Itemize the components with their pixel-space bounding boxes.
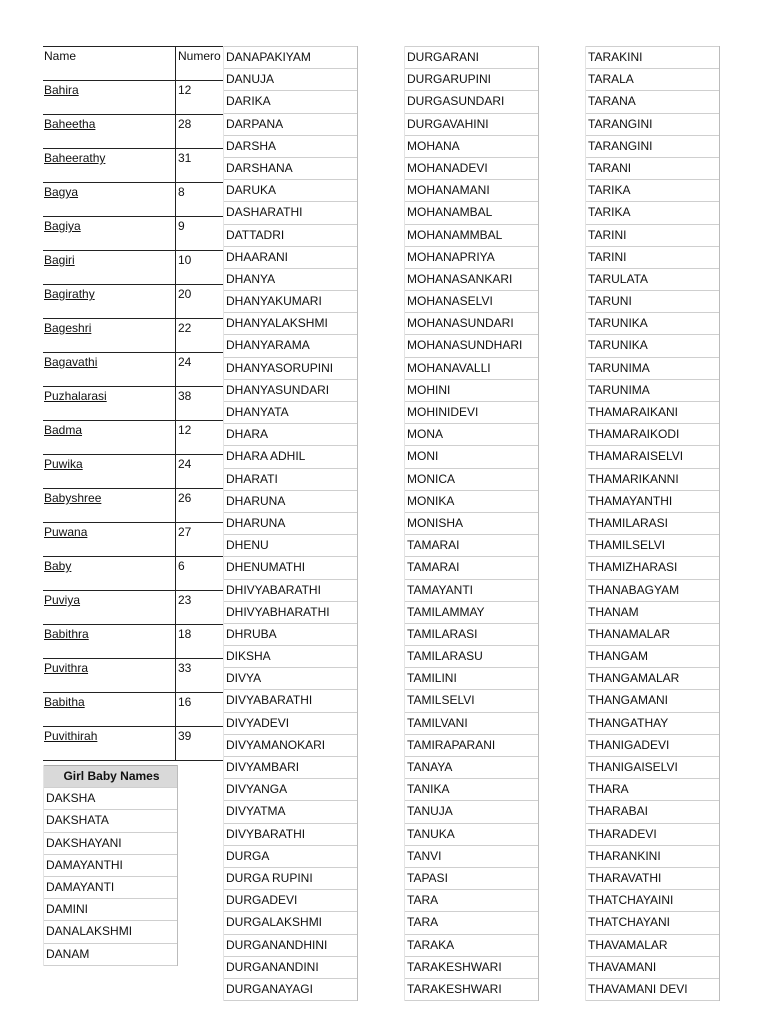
list-item: DAMINI — [44, 899, 177, 921]
list-item: DIKSHA — [224, 646, 357, 668]
list-item: TARAKESHWARI — [405, 979, 538, 1001]
table-row — [43, 149, 224, 183]
list-item: TAMARAI — [405, 535, 538, 557]
list-item: DARIKA — [224, 91, 357, 113]
numerology-number: 20 — [176, 285, 225, 319]
person-name: Bageshri — [43, 319, 176, 353]
list-item: MOHANAVALLI — [405, 358, 538, 380]
table-row — [43, 557, 224, 591]
list-item: DIVYA — [224, 668, 357, 690]
list-item: DHARA ADHIL — [224, 446, 357, 468]
girl-names-header: Girl Baby Names — [44, 765, 177, 788]
list-item: THANIGAISELVI — [586, 757, 719, 779]
list-item: TARUNI — [586, 291, 719, 313]
numerology-header-row — [43, 47, 224, 81]
numerology-number: 23 — [176, 591, 225, 625]
table-row — [43, 489, 224, 523]
list-item: DARSHANA — [224, 158, 357, 180]
list-item: MOHANADEVI — [405, 158, 538, 180]
numerology-number: 24 — [176, 353, 225, 387]
names-column-3 — [585, 46, 720, 1001]
list-item: DURGASUNDARI — [405, 91, 538, 113]
list-item: MONIKA — [405, 491, 538, 513]
person-name: Bagavathi — [43, 353, 176, 387]
list-item: DURGALAKSHMI — [224, 912, 357, 934]
list-item: TAMILAMMAY — [405, 602, 538, 624]
list-item: TAMILVANI — [405, 713, 538, 735]
table-row — [43, 183, 224, 217]
list-item: THAMARAIKANI — [586, 402, 719, 424]
list-item: TAMILINI — [405, 668, 538, 690]
list-item: TARALA — [586, 69, 719, 91]
person-name: Badma — [43, 421, 176, 455]
list-item: TARANI — [586, 158, 719, 180]
list-item: TARA — [405, 890, 538, 912]
numerology-number: 27 — [176, 523, 225, 557]
list-item: TANIKA — [405, 779, 538, 801]
list-item: DURGA RUPINI — [224, 868, 357, 890]
list-item: MOHANASANKARI — [405, 269, 538, 291]
list-item: MONISHA — [405, 513, 538, 535]
numerology-number: 26 — [176, 489, 225, 523]
person-name: Puvithra — [43, 659, 176, 693]
list-item: DARPANA — [224, 114, 357, 136]
person-name: Puviya — [43, 591, 176, 625]
name-header: Name — [43, 47, 176, 81]
numerology-table — [43, 46, 224, 761]
table-row — [43, 319, 224, 353]
list-item: THANAM — [586, 602, 719, 624]
list-item: TARANGINI — [586, 114, 719, 136]
numerology-number: 10 — [176, 251, 225, 285]
table-row — [43, 115, 224, 149]
numerology-number: 38 — [176, 387, 225, 421]
list-item: DURGAVAHINI — [405, 114, 538, 136]
list-item: DURGA — [224, 846, 357, 868]
list-item: THANGATHAY — [586, 713, 719, 735]
list-item: MOHINI — [405, 380, 538, 402]
list-item: THAVAMALAR — [586, 935, 719, 957]
table-row — [43, 625, 224, 659]
list-item: TANUJA — [405, 801, 538, 823]
list-item: DANUJA — [224, 69, 357, 91]
list-item: THAMAYANTHI — [586, 491, 719, 513]
person-name: Bahira — [43, 81, 176, 115]
list-item: THAVAMANI — [586, 957, 719, 979]
list-item: TANAYA — [405, 757, 538, 779]
numerology-number: 24 — [176, 455, 225, 489]
list-item: THANGAMANI — [586, 690, 719, 712]
list-item: TAMILSELVI — [405, 690, 538, 712]
list-item: DHENUMATHI — [224, 557, 357, 579]
list-item: MOHANA — [405, 136, 538, 158]
list-item: DAKSHATA — [44, 810, 177, 832]
table-row — [43, 387, 224, 421]
list-item: MONI — [405, 446, 538, 468]
list-item: TARANGINI — [586, 136, 719, 158]
list-item: DURGARANI — [405, 46, 538, 69]
list-item: THANABAGYAM — [586, 580, 719, 602]
list-item: TAMILARASI — [405, 624, 538, 646]
list-item: TAMILARASU — [405, 646, 538, 668]
list-item: DHARUNA — [224, 513, 357, 535]
list-item: TARUNIKA — [586, 335, 719, 357]
list-item: TAPASI — [405, 868, 538, 890]
numerology-number: 9 — [176, 217, 225, 251]
person-name: Bagya — [43, 183, 176, 217]
names-column-1 — [223, 46, 358, 1001]
list-item: THATCHAYANI — [586, 912, 719, 934]
list-item: DHANYAKUMARI — [224, 291, 357, 313]
list-item: TARUNIMA — [586, 380, 719, 402]
person-name: Babitha — [43, 693, 176, 727]
numerology-number: 12 — [176, 421, 225, 455]
girl-names-list — [43, 765, 178, 966]
person-name: Bagiya — [43, 217, 176, 251]
list-item: TARAKINI — [586, 46, 719, 69]
list-item: TANVI — [405, 846, 538, 868]
table-row — [43, 727, 224, 761]
list-item: THATCHAYAINI — [586, 890, 719, 912]
list-item: MOHANASUNDARI — [405, 313, 538, 335]
table-row — [43, 81, 224, 115]
numerology-number: 16 — [176, 693, 225, 727]
list-item: DHARUNA — [224, 491, 357, 513]
list-item: DHAARANI — [224, 247, 357, 269]
list-item: DHIVYABHARATHI — [224, 602, 357, 624]
list-item: DARUKA — [224, 180, 357, 202]
numerology-number: 8 — [176, 183, 225, 217]
table-row — [43, 421, 224, 455]
list-item: DURGANANDINI — [224, 957, 357, 979]
list-item: DHARA — [224, 424, 357, 446]
list-item: DHANYASUNDARI — [224, 380, 357, 402]
list-item: DANAPAKIYAM — [224, 46, 357, 69]
list-item: THAVAMANI DEVI — [586, 979, 719, 1001]
numerology-number: 31 — [176, 149, 225, 183]
list-item: MOHANAMANI — [405, 180, 538, 202]
list-item: DIVYANGA — [224, 779, 357, 801]
table-row — [43, 251, 224, 285]
list-item: MOHINIDEVI — [405, 402, 538, 424]
list-item: DAKSHAYANI — [44, 833, 177, 855]
person-name: Baheetha — [43, 115, 176, 149]
list-item: THAMILARASI — [586, 513, 719, 535]
list-item: THARADEVI — [586, 824, 719, 846]
list-item: THANAMALAR — [586, 624, 719, 646]
list-item: DAMAYANTI — [44, 877, 177, 899]
list-item: TARANA — [586, 91, 719, 113]
list-item: DHANYATA — [224, 402, 357, 424]
list-item: TAMARAI — [405, 557, 538, 579]
list-item: TARINI — [586, 247, 719, 269]
list-item: MOHANAMBAL — [405, 202, 538, 224]
list-item: DIVYADEVI — [224, 713, 357, 735]
numerology-number: 6 — [176, 557, 225, 591]
list-item: MOHANASELVI — [405, 291, 538, 313]
list-item: TARAKESHWARI — [405, 957, 538, 979]
list-item: THARABAI — [586, 801, 719, 823]
list-item: TARIKA — [586, 202, 719, 224]
number-header: Numero — [176, 47, 225, 81]
list-item: DURGARUPINI — [405, 69, 538, 91]
table-row — [43, 659, 224, 693]
list-item: THAMARAIKODI — [586, 424, 719, 446]
person-name: Puwana — [43, 523, 176, 557]
list-item: DASHARATHI — [224, 202, 357, 224]
list-item: THAMARIKANNI — [586, 469, 719, 491]
list-item: THARA — [586, 779, 719, 801]
table-row — [43, 353, 224, 387]
list-item: DHARATI — [224, 469, 357, 491]
person-name: Bagiri — [43, 251, 176, 285]
names-column-2 — [404, 46, 539, 1001]
list-item: MOHANAMMBAL — [405, 225, 538, 247]
table-row — [43, 217, 224, 251]
person-name: Bagirathy — [43, 285, 176, 319]
list-item: MONA — [405, 424, 538, 446]
list-item: DANALAKSHMI — [44, 921, 177, 943]
list-item: DHANYASORUPINI — [224, 358, 357, 380]
list-item: THAMILSELVI — [586, 535, 719, 557]
list-item: DANAM — [44, 944, 177, 966]
list-item: MONICA — [405, 469, 538, 491]
list-item: THARAVATHI — [586, 868, 719, 890]
list-item: DHRUBA — [224, 624, 357, 646]
person-name: Puvithirah — [43, 727, 176, 761]
table-row — [43, 591, 224, 625]
numerology-number: 12 — [176, 81, 225, 115]
list-item: DAKSHA — [44, 788, 177, 810]
list-item: MOHANAPRIYA — [405, 247, 538, 269]
list-item: DIVYAMANOKARI — [224, 735, 357, 757]
table-row — [43, 693, 224, 727]
list-item: DURGANAYAGI — [224, 979, 357, 1001]
numerology-number: 39 — [176, 727, 225, 761]
list-item: DAMAYANTHI — [44, 855, 177, 877]
list-item: THARANKINI — [586, 846, 719, 868]
list-item: DHANYARAMA — [224, 335, 357, 357]
list-item: DIVYAMBARI — [224, 757, 357, 779]
list-item: TANUKA — [405, 824, 538, 846]
numerology-number: 22 — [176, 319, 225, 353]
list-item: TAMIRAPARANI — [405, 735, 538, 757]
person-name: Puwika — [43, 455, 176, 489]
list-item: TARIKA — [586, 180, 719, 202]
list-item: DURGADEVI — [224, 890, 357, 912]
numerology-number: 18 — [176, 625, 225, 659]
list-item: DURGANANDHINI — [224, 935, 357, 957]
list-item: DATTADRI — [224, 225, 357, 247]
list-item: TARA — [405, 912, 538, 934]
list-item: TARUNIMA — [586, 358, 719, 380]
person-name: Babyshree — [43, 489, 176, 523]
table-row — [43, 285, 224, 319]
list-item: TARUNIKA — [586, 313, 719, 335]
numerology-number: 33 — [176, 659, 225, 693]
list-item: TARULATA — [586, 269, 719, 291]
list-item: DIVYABARATHI — [224, 690, 357, 712]
list-item: TAMAYANTI — [405, 580, 538, 602]
list-item: DIVYATMA — [224, 801, 357, 823]
list-item: THAMIZHARASI — [586, 557, 719, 579]
list-item: THANGAMALAR — [586, 668, 719, 690]
person-name: Puzhalarasi — [43, 387, 176, 421]
list-item: MOHANASUNDHARI — [405, 335, 538, 357]
list-item: THANGAM — [586, 646, 719, 668]
numerology-number: 28 — [176, 115, 225, 149]
list-item: DHANYALAKSHMI — [224, 313, 357, 335]
table-row — [43, 523, 224, 557]
list-item: TARAKA — [405, 935, 538, 957]
list-item: DHANYA — [224, 269, 357, 291]
person-name: Baheerathy — [43, 149, 176, 183]
list-item: DHENU — [224, 535, 357, 557]
person-name: Baby — [43, 557, 176, 591]
list-item: THANIGADEVI — [586, 735, 719, 757]
table-row — [43, 455, 224, 489]
list-item: THAMARAISELVI — [586, 446, 719, 468]
person-name: Babithra — [43, 625, 176, 659]
list-item: DIVYBARATHI — [224, 824, 357, 846]
list-item: TARINI — [586, 225, 719, 247]
list-item: DARSHA — [224, 136, 357, 158]
list-item: DHIVYABARATHI — [224, 580, 357, 602]
